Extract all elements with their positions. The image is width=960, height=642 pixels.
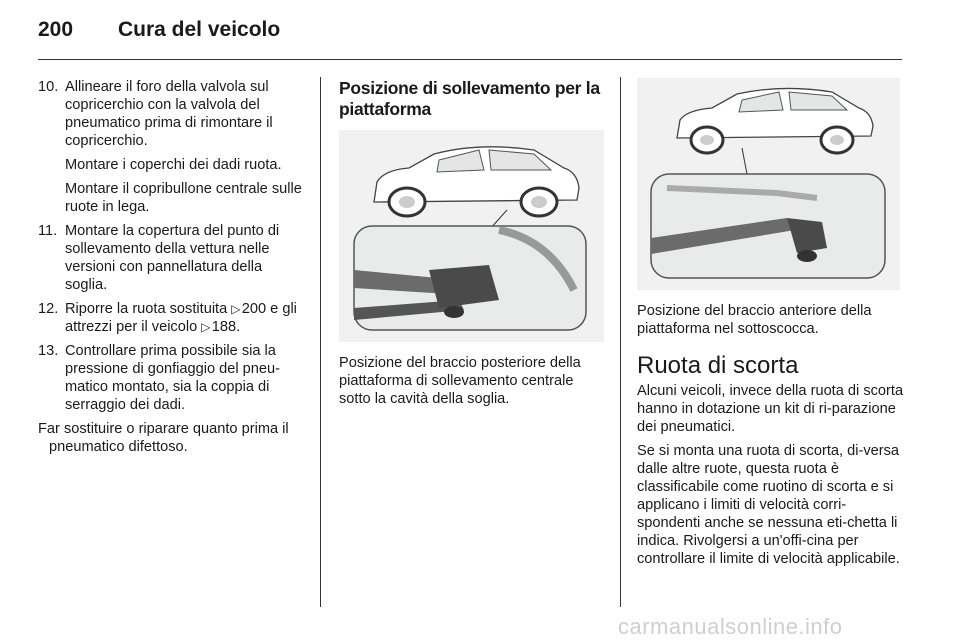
header-rule (38, 59, 902, 60)
arrow-reference-icon: ▷ (231, 302, 241, 316)
spare-wheel-paragraph-1: Alcuni veicoli, invece della ruota di scorta hanno in dotazione un kit di ri-parazione dei pneumatici. (637, 383, 904, 435)
step-number: 12. (38, 301, 59, 317)
page-title: Cura del veicolo (118, 18, 281, 41)
column-divider-2 (620, 77, 621, 607)
closing-paragraph: Far sostituire o riparare quanto prima il pneumatico difettoso. (38, 421, 289, 455)
step-10-sub-2: Montare il copribullone centrale sulle ruote in lega. (65, 181, 302, 215)
page-ref-link[interactable]: 188. (211, 319, 241, 335)
column-left (38, 78, 306, 462)
step-text: Allineare il foro della valvola sul copricerchio con la valvola del pneumatico prima di rimontare il copricerchio. (65, 79, 273, 149)
step-12 (38, 300, 306, 336)
step-text-a: Riporre la ruota sostituita (65, 301, 232, 317)
page-header (38, 18, 902, 60)
step-number: 13. (38, 343, 59, 359)
step-text: Montare la copertura del punto di sollevamento della vettura nelle versioni con pannellatura della soglia. (65, 223, 280, 293)
arrow-reference-icon: ▷ (201, 320, 211, 334)
figure-rear-lift-point (339, 130, 604, 342)
column-divider-1 (320, 77, 321, 607)
column-middle (339, 78, 605, 408)
car-lift-illustration (637, 78, 900, 290)
spare-wheel-paragraph-2: Se si monta una ruota di scorta, di-versa dalle altre ruote, questa ruota è classificabile come ruotino di scorta e si applicano i limiti di velocità corri-spondenti anche se nessuna eti-chetta li indica. Rivolgersi a un'offi-cina per controllare il limite di velocità applicabile. (637, 443, 900, 567)
page-number: 200 (38, 18, 74, 41)
step-11 (38, 222, 306, 294)
step-number: 11. (38, 223, 58, 239)
section-heading-spare-wheel: Ruota di scorta (637, 352, 799, 379)
column-right (637, 78, 904, 574)
step-text (65, 300, 306, 336)
watermark: carmanualsonline.info (618, 614, 843, 639)
figure-front-lift-point (637, 78, 900, 290)
step-13 (38, 342, 306, 414)
car-lift-illustration (339, 130, 604, 342)
step-text: Controllare prima possibile sia la pressione di gonfiaggio del pneu-matico montato, sia la coppia di serraggio dei dadi. (65, 343, 281, 413)
step-number: 10. (38, 79, 59, 95)
figure-caption-front: Posizione del braccio anteriore della piattaforma nel sottoscocca. (637, 303, 872, 337)
step-10-sub-1: Montare i coperchi dei dadi ruota. (65, 157, 282, 173)
section-heading-lifting: Posizione di sollevamento per la piattaforma (339, 78, 600, 119)
page-ref-link[interactable]: 200 e gli attrezzi per il veicolo (65, 301, 297, 335)
step-10 (38, 78, 306, 150)
figure-caption-rear: Posizione del braccio posteriore della piattaforma di sollevamento centrale sotto la cavità della soglia. (339, 355, 581, 407)
